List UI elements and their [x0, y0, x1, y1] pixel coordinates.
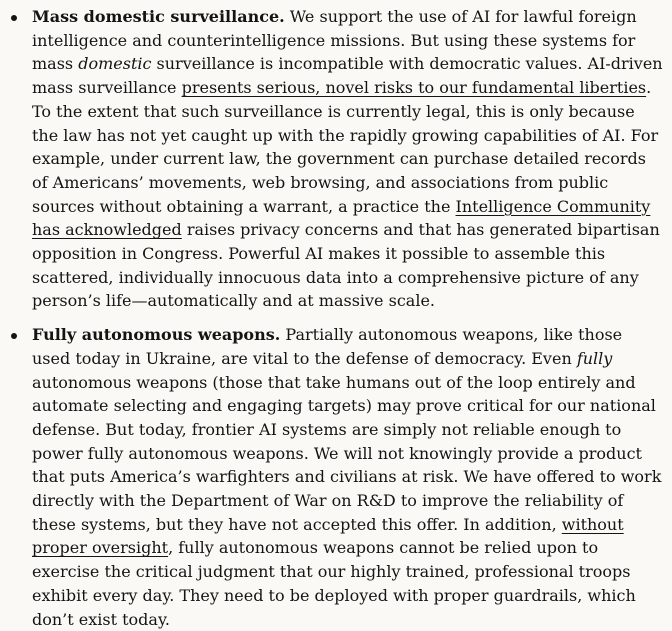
body-text: raises privacy concerns and that has generated bipartisan opposition in Congress. Powerful AI makes it possible to assemble this scattered, individually innocuous data into a comprehensive picture of any person’s life—automatically and at massive scale. [32, 220, 660, 311]
body-text: We support the use of AI for lawful foreign intelligence and counterintelligence missions. But using these systems for mass [32, 7, 637, 74]
item-heading: Mass domestic surveillance. [32, 7, 285, 26]
emphasis-text: fully [576, 348, 613, 368]
link-intelligence-community[interactable]: Intelligence Community has acknowledged [32, 196, 651, 240]
body-text: , fully autonomous weapons cannot be relied upon to exercise the critical judgment that our highly trained, professional troops exhibit every day. They need to be deployed with proper guardrails, which don’t exist today. [32, 538, 636, 629]
body-text: Partially autonomous weapons, like those used today in Ukraine, are vital to the defense of democracy. Even [32, 325, 623, 368]
body-text: surveillance is incompatible with democratic values. AI-driven mass surveillance [32, 54, 663, 98]
bullet-dot-icon [11, 333, 17, 339]
bullet-list [0, 5, 672, 631]
emphasis-text: domestic [78, 54, 152, 74]
bullet-dot-icon [11, 15, 17, 21]
item-heading: Fully autonomous weapons. [32, 325, 281, 345]
body-text: autonomous weapons (those that take humans out of the loop entirely and automate selecting and engaging targets) may prove critical for our national defense. But today, frontier AI systems are simply not reliable enough to power fully autonomous weapons. We will not knowingly provide a product that puts America’s warfighters and civilians at risk. We have offered to work directly with the Department of War on R&D to improve the reliability of these systems, but they have not accepted this offer. In addition, [32, 372, 662, 534]
link-liberties-risks[interactable]: presents serious, novel risks to our fundamental liberties [181, 78, 647, 98]
list-item-autonomous-weapons [0, 323, 672, 631]
link-proper-oversight[interactable]: without proper oversight [32, 514, 624, 558]
body-text: . To the extent that such surveillance is currently legal, this is only because the law has not yet caught up with the rapidly growing capabilities of AI. For example, under current law, the government can purchase detailed records of Americans’ movements, web browsing, and associations from public sources without obtaining a warrant, a practice the [32, 78, 659, 216]
list-item-surveillance [0, 5, 672, 313]
